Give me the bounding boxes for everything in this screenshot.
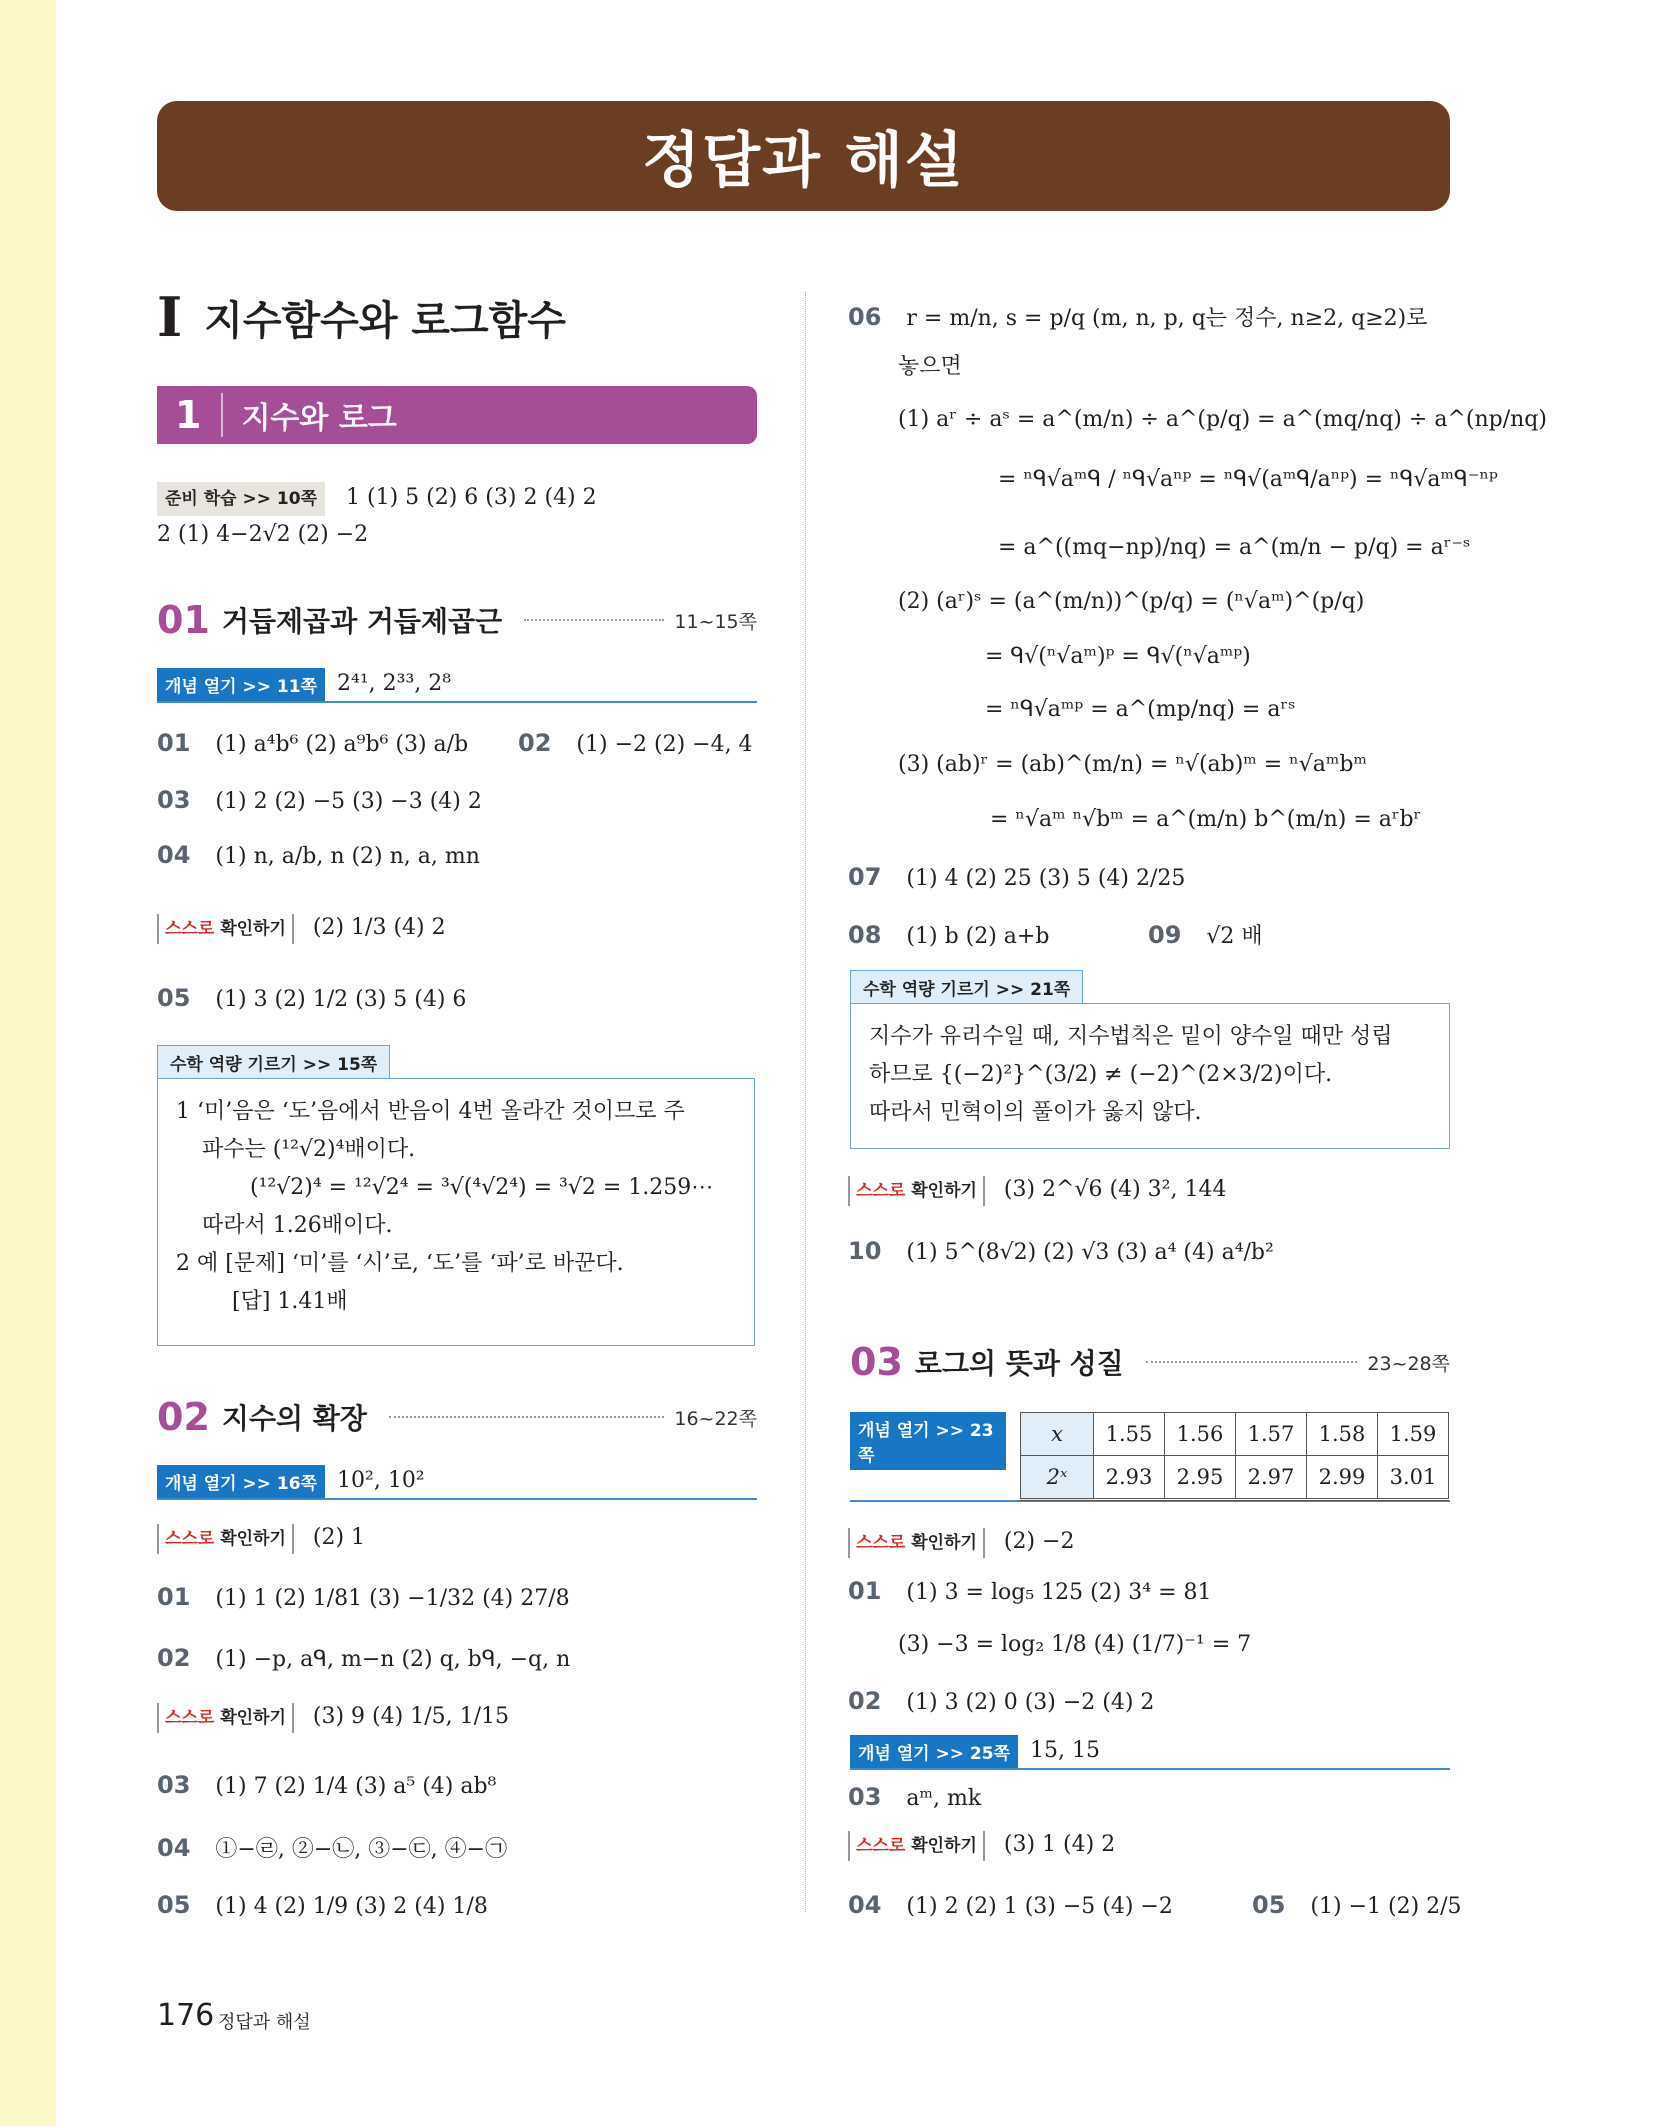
concept-row-01 (157, 668, 757, 703)
answer-text: ①−㉣, ②−㉡, ③−㉢, ④−㉠ (215, 1837, 508, 1862)
math-box-tab: 수학 역량 기르기 >> 21쪽 (850, 970, 1083, 1004)
answer-row (518, 728, 753, 760)
self-check-badge: 스스로 확인하기 (157, 1703, 294, 1733)
answer-text: (1) 1 (2) 1/81 (3) −1/32 (4) 27/8 (215, 1586, 570, 1611)
answer-text: (1) 2 (2) 1 (3) −5 (4) −2 (906, 1894, 1173, 1919)
unit-title: 지수함수와 로그함수 (204, 297, 566, 344)
question-number: 03 (157, 1771, 191, 1799)
answer-row (848, 862, 1185, 894)
answer-row (157, 840, 480, 872)
answer-row (848, 1890, 1173, 1922)
answer-text: (1) 3 = log₅ 125 (2) 3⁴ = 81 (906, 1580, 1212, 1605)
question-number: 04 (157, 1834, 191, 1862)
answer-text: √2 배 (1206, 924, 1263, 949)
self-check-badge: 스스로 확인하기 (848, 1528, 985, 1558)
answer-row (848, 920, 1049, 952)
answer-row (157, 983, 466, 1015)
prep-answers-1: 1 (1) 5 (2) 6 (3) 2 (4) 2 (346, 485, 597, 510)
table-cell: 2.93 (1094, 1456, 1165, 1500)
answer-text: (1) 4 (2) 1/9 (3) 2 (4) 1/8 (215, 1894, 488, 1919)
concept-answer: 2⁴¹, 2³³, 2⁸ (337, 671, 452, 696)
self-check-row (157, 1523, 365, 1554)
answer-line: = ᑫ√(ⁿ√aᵐ)ᵖ = ᑫ√(ⁿ√aᵐᵖ) (985, 644, 1251, 669)
box-line: 1 ‘미’음은 ‘도’음에서 반음이 4번 올라간 것이므로 주 (176, 1099, 685, 1124)
side-strip (0, 0, 56, 2126)
prep-badge: 준비 학습 >> 10쪽 (157, 482, 325, 516)
answer-row (848, 1576, 1212, 1608)
question-number: 02 (518, 729, 552, 757)
self-check-badge: 스스로 확인하기 (848, 1831, 985, 1861)
answer-line: (3) (ab)ʳ = (ab)^(m/n) = ⁿ√(ab)ᵐ = ⁿ√aᵐbᵐ (898, 752, 1367, 777)
self-check-row (848, 1527, 1074, 1558)
answer-line: 놓으면 (898, 354, 962, 379)
section-number: 03 (850, 1340, 903, 1384)
self-check-badge: 스스로 확인하기 (157, 914, 294, 944)
table-header-cell: 2ˣ (1021, 1456, 1094, 1500)
unit-heading (157, 285, 566, 349)
section-01-heading (157, 598, 757, 642)
chapter-bar (157, 386, 757, 444)
table-cell: 1.55 (1094, 1413, 1165, 1456)
unit-numeral: I (157, 285, 183, 349)
self-check-badge: 스스로 확인하기 (157, 1524, 294, 1554)
answer-line: (2) (aʳ)ˢ = (a^(m/n))^(p/q) = (ⁿ√aᵐ)^(p/q) (898, 589, 1365, 614)
box-line: 파수는 (¹²√2)⁴배이다. (202, 1137, 416, 1162)
concept-badge: 개념 열기 >> 11쪽 (157, 668, 325, 701)
section-title: 거듭제곱과 거듭제곱근 (221, 605, 503, 638)
question-number: 04 (848, 1891, 882, 1919)
answer-text: (1) 4 (2) 25 (3) 5 (4) 2/25 (906, 866, 1186, 891)
answer-text: (1) −1 (2) 2/5 (1310, 1894, 1462, 1919)
question-number: 05 (157, 1891, 191, 1919)
self-check-row (157, 1702, 509, 1733)
box-line: 따라서 민혁이의 풀이가 옳지 않다. (869, 1100, 1202, 1125)
question-number: 03 (157, 786, 191, 814)
section-number: 01 (157, 598, 210, 642)
answer-text: (2) −2 (1003, 1529, 1075, 1554)
math-box (157, 1078, 755, 1346)
answer-row (848, 1686, 1154, 1718)
answer-text: (3) 2^√6 (4) 3², 144 (1003, 1177, 1227, 1202)
question-number: 06 (848, 303, 882, 331)
prep-line-1 (157, 482, 597, 516)
table-cell: 2.95 (1165, 1456, 1236, 1500)
answer-row (848, 1236, 1274, 1268)
section-leader-dots (524, 619, 664, 621)
table-header-cell: x (1021, 1413, 1094, 1456)
answer-text: (1) a⁴b⁶ (2) a⁹b⁶ (3) a/b (215, 732, 469, 757)
answer-text: (3) 1 (4) 2 (1003, 1832, 1116, 1857)
table-cell: 1.59 (1378, 1413, 1449, 1456)
question-number: 01 (157, 1583, 191, 1611)
table-cell: 1.56 (1165, 1413, 1236, 1456)
page-title: 정답과 해설 (642, 126, 965, 196)
answer-text: (1) 5^(8√2) (2) √3 (3) a⁴ (4) a⁴/b² (906, 1240, 1274, 1265)
values-table (1020, 1412, 1449, 1501)
prep-answers-2: 2 (1) 4−2√2 (2) −2 (157, 522, 369, 547)
section-pages: 16~22쪽 (674, 1407, 757, 1430)
math-box (850, 1003, 1450, 1149)
footer-label: 정답과 해설 (218, 2012, 311, 2033)
answer-line: = ⁿᑫ√aᵐᑫ / ⁿᑫ√aⁿᵖ = ⁿᑫ√(aᵐᑫ/aⁿᵖ) = ⁿᑫ√aᵐᑫ⁻ⁿᵖ (998, 467, 1498, 492)
box-line: 따라서 1.26배이다. (202, 1213, 393, 1238)
box-line: 지수가 유리수일 때, 지수법칙은 밑이 양수일 때만 성립 (869, 1024, 1393, 1049)
section-leader-dots (389, 1416, 664, 1418)
page-number: 176 (157, 1998, 215, 2033)
concept-answer: 10², 10² (337, 1468, 425, 1493)
answer-text: (1) 2 (2) −5 (3) −3 (4) 2 (215, 789, 482, 814)
prep-line-2 (157, 520, 368, 550)
answer-text: r = m/n, s = p/q (m, n, p, q는 정수, n≥2, q≥2)로 (906, 306, 1428, 331)
column-divider (805, 292, 806, 1912)
section-title: 지수의 확장 (221, 1402, 367, 1435)
answer-line: = ⁿᑫ√aᵐᵖ = a^(mp/nq) = aʳˢ (985, 697, 1296, 722)
concept-row-02 (157, 1465, 757, 1500)
section-leader-dots (1146, 1361, 1358, 1363)
table-row (1021, 1456, 1449, 1500)
section-title: 로그의 뜻과 성질 (914, 1347, 1124, 1380)
answer-row (157, 1833, 507, 1865)
concept-row-04 (850, 1735, 1450, 1770)
answer-row-06 (848, 302, 1427, 334)
answer-row (1252, 1890, 1462, 1922)
answer-text: (1) n, a/b, n (2) n, a, mn (215, 844, 480, 869)
question-number: 07 (848, 863, 882, 891)
question-number: 08 (848, 921, 882, 949)
answer-row (157, 785, 482, 817)
box-line: [답] 1.41배 (232, 1289, 348, 1314)
question-number: 01 (848, 1577, 882, 1605)
answer-text: (2) 1/3 (4) 2 (312, 915, 446, 940)
section-pages: 11~15쪽 (674, 610, 757, 633)
section-number: 02 (157, 1395, 210, 1439)
answer-text: (3) 9 (4) 1/5, 1/15 (312, 1704, 509, 1729)
table-cell: 2.99 (1307, 1456, 1378, 1500)
answer-row (157, 1643, 570, 1675)
answer-line: (1) aʳ ÷ aˢ = a^(m/n) ÷ a^(p/q) = a^(mq/nq) ÷ a^(np/nq) (898, 407, 1547, 432)
table-cell: 1.58 (1307, 1413, 1378, 1456)
answer-text: (1) −p, aᑫ, m−n (2) q, bᑫ, −q, n (215, 1647, 571, 1672)
box-line: 하므로 {(−2)²}^(3/2) ≠ (−2)^(2×3/2)이다. (869, 1062, 1333, 1087)
chapter-number: 1 (157, 393, 223, 437)
concept-badge: 개념 열기 >> 23쪽 (850, 1412, 1006, 1470)
table-cell: 3.01 (1378, 1456, 1449, 1500)
answer-text: (1) 3 (2) 1/2 (3) 5 (4) 6 (215, 987, 467, 1012)
self-check-row (848, 1175, 1226, 1206)
self-check-row (848, 1830, 1115, 1861)
answer-text: (1) 3 (2) 0 (3) −2 (4) 2 (906, 1690, 1155, 1715)
question-number: 04 (157, 841, 191, 869)
answer-row (157, 728, 468, 760)
table-cell: 2.97 (1236, 1456, 1307, 1500)
section-pages: 23~28쪽 (1367, 1352, 1450, 1375)
answer-text: aᵐ, mk (906, 1786, 982, 1811)
table-cell: 1.57 (1236, 1413, 1307, 1456)
question-number: 09 (1148, 921, 1182, 949)
self-check-badge: 스스로 확인하기 (848, 1176, 985, 1206)
concept-row-03 (850, 1412, 1018, 1470)
answer-line: = a^((mq−np)/nq) = a^(m/n − p/q) = aʳ⁻ˢ (998, 535, 1471, 560)
answer-row (157, 1770, 496, 1802)
concept-answer: 15, 15 (1030, 1738, 1100, 1763)
question-number: 02 (848, 1687, 882, 1715)
box-line: (¹²√2)⁴ = ¹²√2⁴ = ³√(⁴√2⁴) = ³√2 = 1.259⋯ (250, 1175, 714, 1200)
answer-text: (2) 1 (312, 1525, 366, 1550)
section-02-heading (157, 1395, 757, 1439)
math-box-tab: 수학 역량 기르기 >> 15쪽 (157, 1045, 390, 1079)
answer-line: = ⁿ√aᵐ ⁿ√bᵐ = a^(m/n) b^(m/n) = aʳbʳ (990, 807, 1422, 832)
answer-text: (1) b (2) a+b (906, 924, 1050, 949)
answer-text: (1) 7 (2) 1/4 (3) a⁵ (4) ab⁸ (215, 1774, 497, 1799)
header-banner (157, 101, 1450, 211)
answer-line: (3) −3 = log₂ 1/8 (4) (1/7)⁻¹ = 7 (898, 1632, 1252, 1657)
question-number: 05 (157, 984, 191, 1012)
question-number: 01 (157, 729, 191, 757)
table-row (1021, 1413, 1449, 1456)
answer-row (1148, 920, 1263, 952)
self-check-row (157, 913, 446, 944)
question-number: 03 (848, 1783, 882, 1811)
concept-badge: 개념 열기 >> 16쪽 (157, 1465, 325, 1498)
answer-row (848, 1782, 981, 1814)
concept-badge: 개념 열기 >> 25쪽 (850, 1735, 1018, 1768)
answer-text: (1) −2 (2) −4, 4 (576, 732, 753, 757)
question-number: 02 (157, 1644, 191, 1672)
question-number: 10 (848, 1237, 882, 1265)
box-line: 2 예 [문제] ‘미’를 ‘시’로, ‘도’를 ‘파’로 바꾼다. (176, 1251, 624, 1276)
question-number: 05 (1252, 1891, 1286, 1919)
answer-row (157, 1582, 570, 1614)
section-03-heading (850, 1340, 1450, 1384)
answer-row (157, 1890, 488, 1922)
chapter-title: 지수와 로그 (241, 401, 397, 436)
